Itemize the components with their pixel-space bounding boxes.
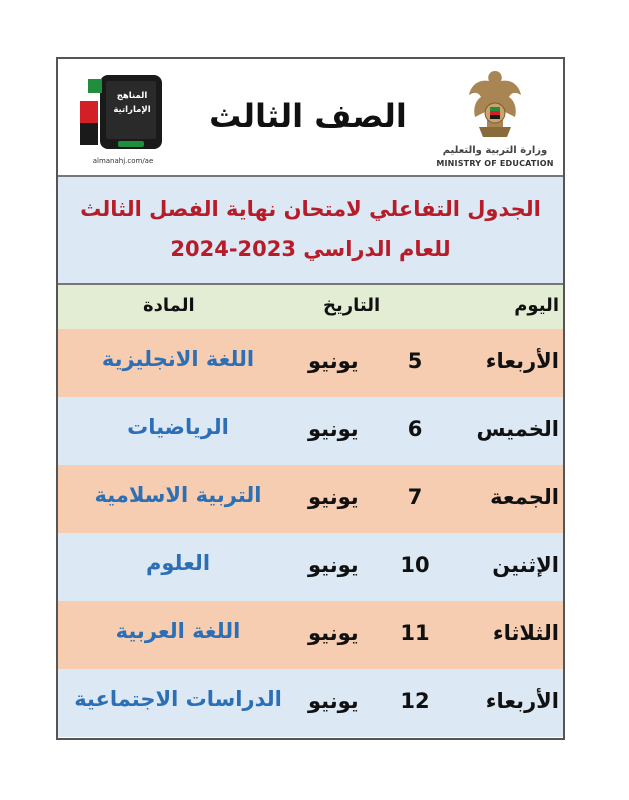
header-day: اليوم bbox=[514, 295, 559, 316]
row-subject: اللغة الانجليزية bbox=[101, 347, 255, 371]
ministry-name-en: MINISTRY OF EDUCATION bbox=[436, 159, 554, 168]
row-day: الأربعاء bbox=[485, 689, 559, 713]
row-subject: الرياضيات bbox=[127, 415, 229, 439]
eagle-emblem-icon bbox=[435, 65, 555, 145]
row-month: يونيو bbox=[308, 417, 359, 441]
row-subject: العلوم bbox=[145, 551, 211, 575]
table-row bbox=[58, 669, 563, 737]
row-month: يونيو bbox=[308, 689, 359, 713]
row-subject: التربية الاسلامية bbox=[94, 483, 262, 507]
banner-subtitle: للعام الدراسي 2023-2024 bbox=[170, 237, 451, 261]
banner-title: الجدول التفاعلي لامتحان نهاية الفصل الثالث bbox=[80, 197, 541, 221]
row-day: الجمعة bbox=[490, 485, 559, 509]
row-day: الثلاثاء bbox=[492, 621, 559, 645]
schedule-banner bbox=[58, 175, 563, 285]
ministry-logo bbox=[435, 65, 555, 169]
row-date-number: 5 bbox=[407, 349, 423, 373]
table-row bbox=[58, 465, 563, 533]
left-logo-text: المناهج الإماراتية bbox=[113, 91, 151, 115]
row-month: يونيو bbox=[308, 621, 359, 645]
table-row bbox=[58, 329, 563, 397]
left-logo-site: almanahj.com/ae bbox=[92, 157, 154, 165]
table-row bbox=[58, 533, 563, 601]
row-date-number: 10 bbox=[400, 553, 430, 577]
almanahj-logo bbox=[78, 71, 168, 171]
row-month: يونيو bbox=[308, 485, 359, 509]
header-subject: المادة bbox=[143, 295, 195, 316]
row-month: يونيو bbox=[308, 349, 359, 373]
row-day: الإثنين bbox=[492, 553, 559, 577]
row-day: الخميس bbox=[476, 417, 559, 441]
exam-schedule-sheet bbox=[56, 57, 565, 740]
table-row bbox=[58, 397, 563, 465]
header-date: التاريخ bbox=[323, 295, 381, 316]
row-date-number: 11 bbox=[400, 621, 430, 645]
row-day: الأربعاء bbox=[485, 349, 559, 373]
header bbox=[58, 59, 563, 175]
ministry-name-ar: وزارة التربية والتعليم bbox=[442, 145, 548, 156]
row-subject: الدراسات الاجتماعية bbox=[74, 687, 282, 711]
table-header bbox=[58, 285, 563, 329]
row-month: يونيو bbox=[308, 553, 359, 577]
row-date-number: 7 bbox=[407, 485, 423, 509]
row-date-number: 6 bbox=[407, 417, 423, 441]
row-date-number: 12 bbox=[400, 689, 430, 713]
table-row bbox=[58, 601, 563, 669]
grade-title: الصف الثالث bbox=[209, 97, 407, 135]
row-subject: اللغة العربية bbox=[115, 619, 241, 643]
